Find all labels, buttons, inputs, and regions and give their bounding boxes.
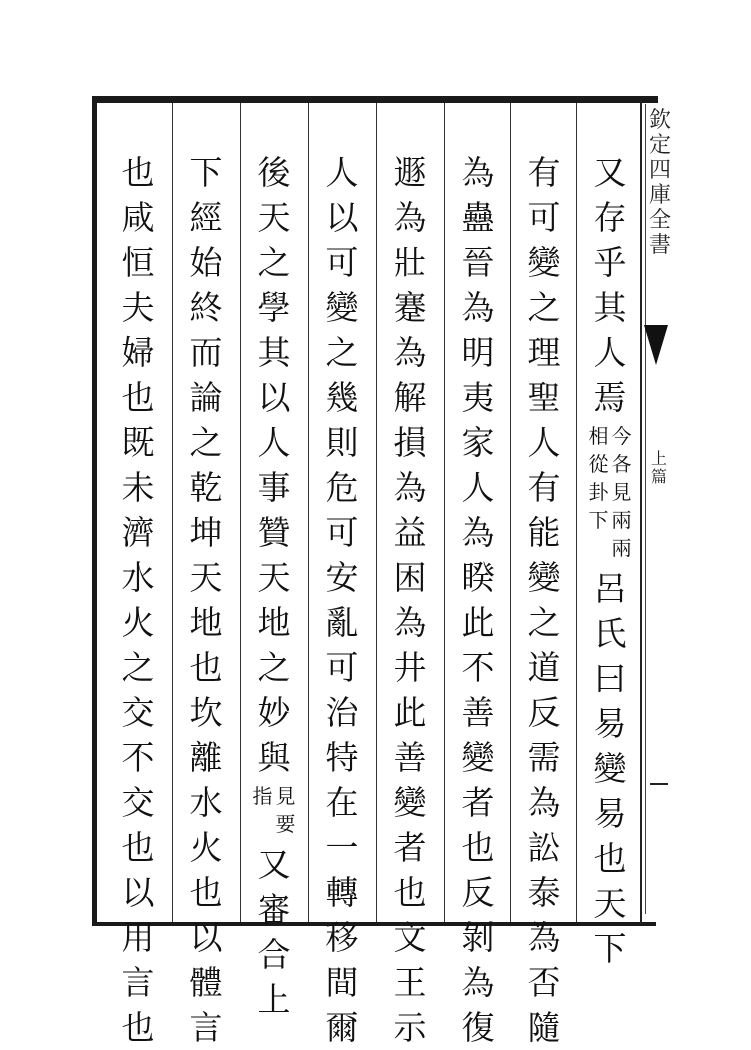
text-column-7	[174, 150, 238, 1050]
margin-section-label: 上篇	[650, 449, 667, 486]
column-rule	[172, 103, 173, 922]
column-rule	[240, 103, 241, 922]
main-text-continued: 呂氏曰易變易也天下	[593, 569, 627, 968]
text-column-8	[106, 150, 170, 1050]
column-rule	[510, 103, 511, 922]
main-text: 下經始終而論之乾坤天地也坎離水火也以體言	[189, 153, 223, 1047]
note-right-line: 今各見兩兩	[611, 424, 632, 560]
note-right-line: 見要	[275, 784, 296, 836]
text-column-5	[310, 150, 374, 1050]
frame-left-border	[92, 96, 97, 926]
column-rule	[444, 103, 445, 922]
note-left-line: 相從卦下	[588, 424, 609, 532]
main-text: 後天之學其以人事贊天地之妙與	[257, 153, 291, 777]
text-column-2	[512, 150, 576, 1050]
frame-top-border	[92, 96, 658, 103]
main-text: 遯為壯蹇為解損為益困為井此善變者也文王示	[393, 153, 427, 1047]
column-rule	[576, 103, 577, 922]
text-column-1	[578, 150, 642, 971]
text-column-3	[446, 150, 510, 1050]
column-rule	[376, 103, 377, 922]
inline-note	[589, 422, 632, 562]
main-text-continued: 又審合上	[257, 845, 291, 1019]
fishtail-mark	[644, 325, 668, 365]
column-rule	[308, 103, 309, 922]
main-text: 又存乎其人焉	[593, 153, 627, 417]
note-left-line: 指	[252, 784, 273, 808]
text-column-6	[242, 150, 306, 1022]
main-text: 有可變之理聖人有能變之道反需為訟泰為否隨	[527, 153, 561, 1047]
margin-book-title: 欽定四庫全書	[648, 108, 671, 258]
margin-tick	[650, 783, 668, 785]
inline-note	[253, 782, 296, 838]
main-text: 也咸恒夫婦也既未濟水火之交不交也以用言也	[121, 153, 155, 1047]
text-column-4	[378, 150, 442, 1050]
main-text: 人以可變之幾則危可安亂可治特在一轉移間爾	[325, 153, 359, 1047]
main-text: 為蠱晉為明夷家人為睽此不善變者也反剝為復	[461, 153, 495, 1047]
